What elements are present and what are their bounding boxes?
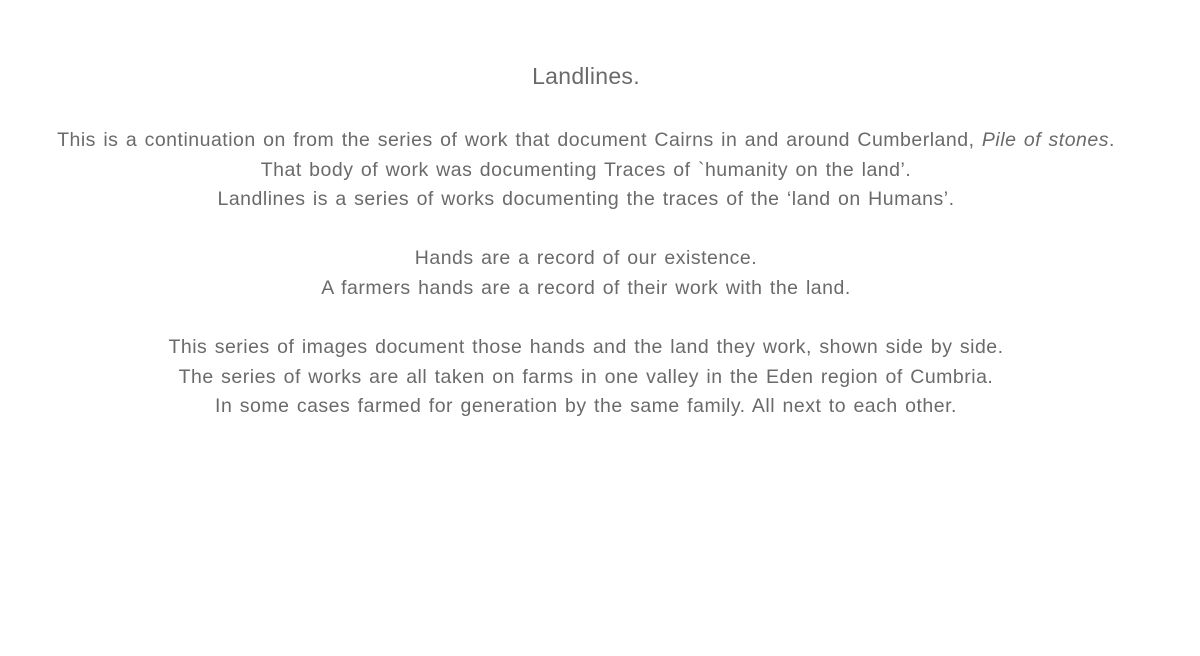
series-paragraph: [0, 333, 1172, 422]
hands-line-2: A farmers hands are a record of their work with the land.: [321, 276, 851, 299]
intro-paragraph: [0, 126, 1172, 215]
series-line-2: The series of works are all taken on farms in one valley in the Eden region of Cumbria.: [178, 365, 994, 388]
intro-line-1-period: .: [1109, 129, 1115, 151]
page-title: Landlines.: [532, 63, 640, 89]
pile-of-stones-title: Pile of stones: [981, 129, 1109, 151]
intro-line-1-text: This is a continuation on from the series of work that document Cairns in and around Cumberland,: [57, 129, 982, 151]
hands-paragraph: [0, 244, 1172, 303]
series-line-1: This series of images document those hands and the land they work, shown side by side.: [168, 336, 1004, 358]
intro-line-3: Landlines is a series of works documenting the traces of the ‘land on Humans’.: [217, 188, 955, 210]
series-line-3: In some cases farmed for generation by the same family. All next to each other.: [215, 395, 957, 417]
intro-line-2: That body of work was documenting Traces of `humanity on the land’.: [260, 158, 912, 181]
hands-line-1: Hands are a record of our existence.: [414, 247, 758, 269]
intro-line-1: [0, 126, 1172, 156]
